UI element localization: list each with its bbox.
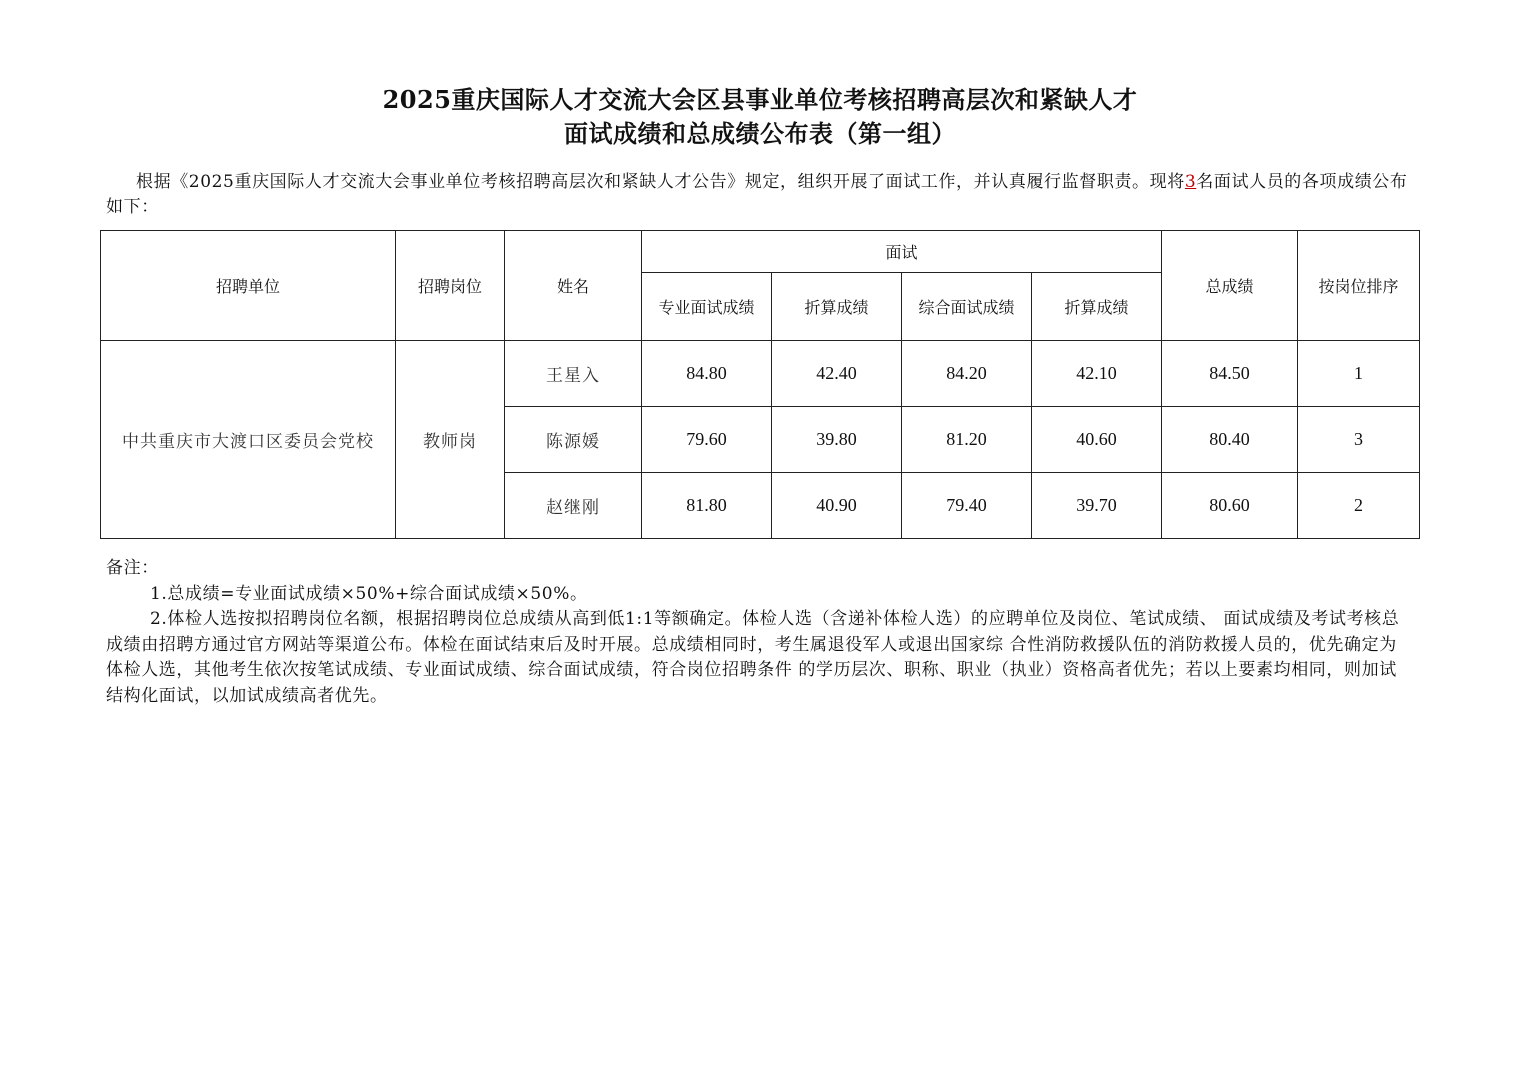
cell-comp-converted: 42.10 bbox=[1032, 341, 1162, 407]
scores-table bbox=[100, 230, 1420, 539]
header-unit: 招聘单位 bbox=[101, 231, 396, 341]
cell-rank: 1 bbox=[1298, 341, 1420, 407]
header-pro-score: 专业面试成绩 bbox=[642, 273, 772, 341]
document-title-line2: 面试成绩和总成绩公布表（第一组） bbox=[564, 119, 956, 148]
cell-pro-converted: 39.80 bbox=[772, 407, 902, 473]
cell-position: 教师岗 bbox=[396, 341, 505, 539]
notes-heading: 备注： bbox=[106, 558, 159, 578]
cell-pro-score: 84.80 bbox=[642, 341, 772, 407]
table-row bbox=[101, 341, 1420, 407]
note-item-1: 1.总成绩=专业面试成绩×50%+综合面试成绩×50%。 bbox=[150, 583, 588, 604]
intro-text-before: 根据《2025重庆国际人才交流大会事业单位考核招聘高层次和紧缺人才公告》规定，组织开展了面试工作，并认真履行监督职责。现将 bbox=[136, 172, 1185, 192]
header-position: 招聘岗位 bbox=[396, 231, 505, 341]
cell-name: 陈源媛 bbox=[505, 407, 642, 473]
cell-comp-converted: 40.60 bbox=[1032, 407, 1162, 473]
cell-rank: 3 bbox=[1298, 407, 1420, 473]
cell-comp-converted: 39.70 bbox=[1032, 473, 1162, 539]
header-interview: 面试 bbox=[642, 231, 1162, 273]
intro-count: 3 bbox=[1184, 172, 1197, 192]
intro-paragraph bbox=[106, 170, 1412, 220]
cell-total: 80.40 bbox=[1162, 407, 1298, 473]
note-item-2: 2.体检人选按拟招聘岗位名额，根据招聘岗位总成绩从高到低1:1等额确定。体检人选（含递补体检人选）的应聘单位及岗位、笔试成绩、 面试成绩及考试考核总成绩由招聘方通过官方网站等渠道公布。体检在面试结束后及时开展。总成绩相同时，考生属退役军人或退出国家综 合性消防救援队伍的消防救援人员的，优先确定为体检人选，其他考生依次按笔试成绩、专业面试成绩、综合面试成绩，符合岗位招聘条件 的学历层次、职称、职业（执业）资格高者优先；若以上要素均相同，则加试结构化面试，以加试成绩高者优先。 bbox=[106, 609, 1400, 706]
cell-pro-converted: 40.90 bbox=[772, 473, 902, 539]
notes-section bbox=[106, 556, 1412, 709]
cell-pro-converted: 42.40 bbox=[772, 341, 902, 407]
cell-comp-score: 84.20 bbox=[902, 341, 1032, 407]
cell-unit: 中共重庆市大渡口区委员会党校 bbox=[101, 341, 396, 539]
cell-comp-score: 81.20 bbox=[902, 407, 1032, 473]
header-comp-converted: 折算成绩 bbox=[1032, 273, 1162, 341]
cell-pro-score: 79.60 bbox=[642, 407, 772, 473]
header-pro-converted: 折算成绩 bbox=[772, 273, 902, 341]
header-comp-score: 综合面试成绩 bbox=[902, 273, 1032, 341]
cell-comp-score: 79.40 bbox=[902, 473, 1032, 539]
header-total: 总成绩 bbox=[1162, 231, 1298, 341]
document-title-line1: 2025重庆国际人才交流大会区县事业单位考核招聘高层次和紧缺人才 bbox=[382, 85, 1138, 114]
cell-rank: 2 bbox=[1298, 473, 1420, 539]
header-rank: 按岗位排序 bbox=[1298, 231, 1420, 341]
header-row-1 bbox=[101, 231, 1420, 273]
cell-total: 84.50 bbox=[1162, 341, 1298, 407]
cell-name: 赵继刚 bbox=[505, 473, 642, 539]
cell-pro-score: 81.80 bbox=[642, 473, 772, 539]
cell-total: 80.60 bbox=[1162, 473, 1298, 539]
header-name: 姓名 bbox=[505, 231, 642, 341]
intro-text-after: 名面试人员的各项成绩公布如下： bbox=[106, 172, 1408, 217]
cell-name: 王星入 bbox=[505, 341, 642, 407]
